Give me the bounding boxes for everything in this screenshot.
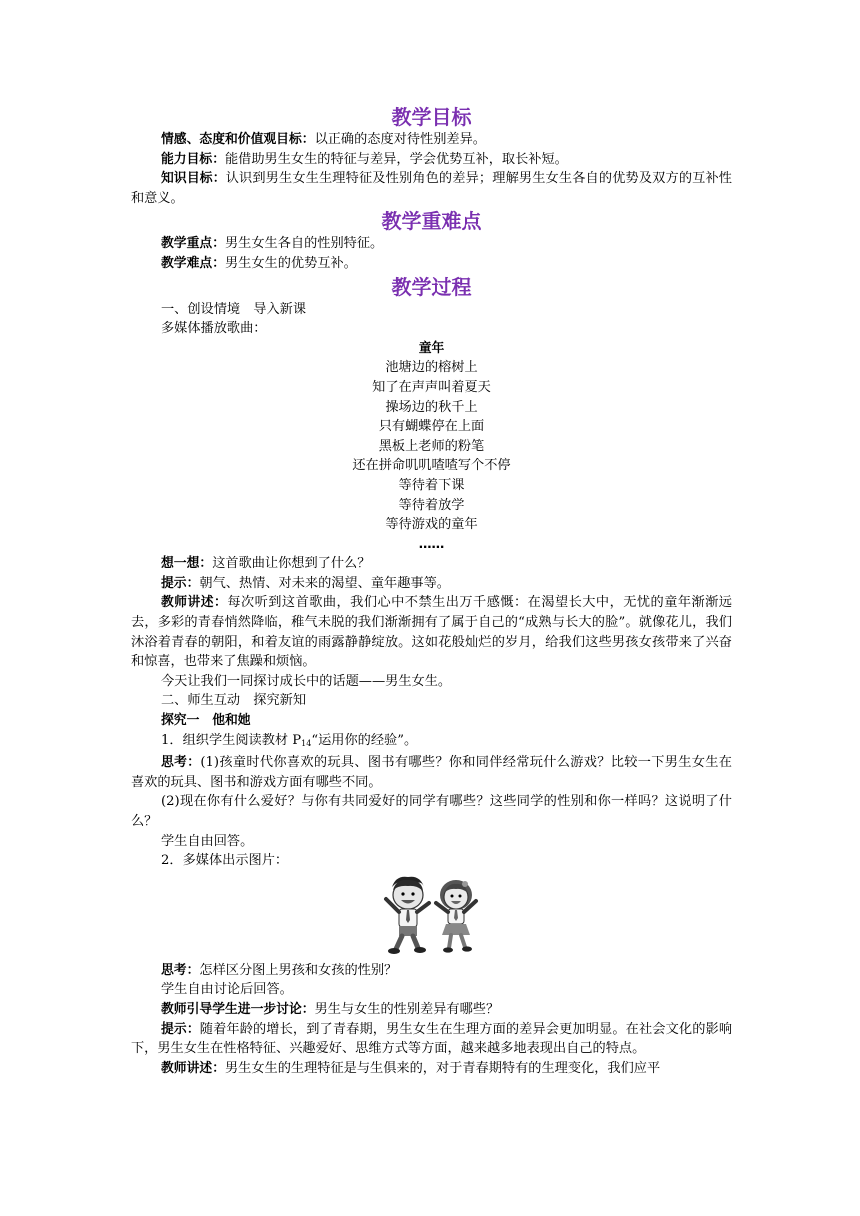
think3-label: 思考：: [161, 962, 200, 978]
knowledge-goal-label: 知识目标：: [161, 171, 226, 187]
girl-figure: [436, 880, 476, 953]
guide-discussion: [131, 1000, 732, 1020]
song-title: 童年: [418, 340, 445, 356]
item1: [131, 731, 732, 754]
song-line: 等待着放学: [398, 497, 465, 513]
document-body: [131, 104, 732, 1078]
difficulty-text: 男生女生的优势互补。: [224, 255, 357, 271]
teacher2-label: 教师讲述：: [161, 1060, 225, 1076]
focus-label: 教学重点：: [161, 236, 225, 252]
boy-girl-image: [372, 873, 492, 957]
think-question-3: [131, 961, 732, 981]
explore1-title: 探究一 他和她: [161, 713, 251, 729]
song-line: 池塘边的榕树上: [385, 360, 478, 376]
key-points-heading: 教学重难点: [381, 209, 482, 234]
think1-label: 想一想：: [161, 556, 213, 572]
item1-text-a: 1．组织学生阅读教材 P: [161, 732, 302, 748]
item2: 2．多媒体出示图片：: [161, 853, 289, 869]
item1-text-b: “运用你的经验”。: [311, 732, 418, 748]
difficulty-label: 教学难点：: [161, 255, 225, 271]
emotion-goal: [131, 130, 732, 150]
today-line: 今天让我们一同探讨成长中的话题——男生女生。: [161, 673, 452, 689]
teacher1-label: 教师讲述：: [161, 595, 228, 611]
step1-title: 一、创设情境 导入新课: [161, 301, 307, 317]
hint-2: [131, 1020, 732, 1059]
think-question-1: [131, 554, 732, 574]
boy-girl-illustration: [131, 873, 732, 957]
focus-point: [131, 234, 732, 254]
emotion-goal-text: 以正确的态度对待性别差异。: [314, 132, 486, 147]
hint1-label: 提示：: [161, 575, 200, 591]
emotion-goal-label: 情感、态度和价值观目标：: [161, 132, 315, 147]
guide-label: 教师引导学生进一步讨论：: [161, 1001, 315, 1017]
teacher-narration-1: [131, 593, 732, 671]
think2-label: 思考：: [161, 755, 201, 771]
think2-text: (1)孩童时代你喜欢的玩具、图书有哪些？你和同伴经常玩什么游戏？比较一下男生女生在喜欢的玩具、图书和游戏方面有哪些不同。: [131, 755, 732, 790]
song-line: 只有蝴蝶停在上面: [378, 419, 485, 435]
discuss-line: 学生自由讨论后回答。: [161, 982, 293, 998]
think3-text: 怎样区分图上男孩和女孩的性别？: [199, 962, 398, 978]
process-heading: 教学过程: [391, 274, 472, 299]
think-question-2: [131, 753, 732, 792]
song-line: 等待着下课: [398, 477, 465, 493]
goals-heading: 教学目标: [391, 105, 472, 129]
hint-1: [131, 574, 732, 594]
boy-figure: [386, 876, 429, 953]
teacher-narration-2: [131, 1059, 732, 1079]
song-line: 黑板上老师的粉笔: [378, 438, 485, 454]
focus-text: 男生女生各自的性别特征。: [224, 236, 384, 252]
hint2-text: 随着年龄的增长，到了青春期，男生女生在生理方面的差异会更加明显。在社会文化的影响下，男生女生在性格特征、兴趣爱好、思维方式等方面，越来越多地表现出自己的特点。: [131, 1021, 733, 1057]
song-line: 还在拼命叽叽喳喳写个不停: [352, 458, 511, 474]
guide-text: 男生与女生的性别差异有哪些？: [314, 1001, 500, 1017]
song-line: 操场边的秋千上: [385, 399, 478, 415]
song-ellipsis: ……: [418, 536, 445, 552]
ability-goal-label: 能力目标：: [161, 151, 225, 167]
teacher2-text: 男生女生的生理特征是与生俱来的，对于青春期特有的生理变化，我们应平: [224, 1060, 661, 1076]
free-answer-line: 学生自由回答。: [161, 833, 254, 849]
play-song-line: 多媒体播放歌曲：: [161, 321, 267, 337]
think-question-2-part2: (2)现在你有什么爱好？与你有共同爱好的同学有哪些？这些同学的性别和你一样吗？这说明了什么？: [131, 794, 732, 829]
difficulty-point: [131, 254, 732, 274]
hint2-label: 提示：: [161, 1021, 200, 1037]
item1-page-subscript: 14: [301, 738, 312, 748]
hint1-text: 朝气、热情、对未来的渴望、童年趣事等。: [199, 575, 450, 591]
ability-goal: [131, 150, 732, 170]
think1-text: 这首歌曲让你想到了什么？: [212, 556, 371, 572]
teacher1-text: 每次听到这首歌曲，我们心中不禁生出万千感慨：在渴望长大中，无忧的童年渐渐远去，多彩的青春悄然降临，稚气未脱的我们渐渐拥有了属于自己的“成熟与长大的脸”。就像花儿，我们沐浴着青春的朝阳，和着友谊的雨露静静绽放。这如花般灿烂的岁月，给我们这些男孩女孩带来了兴奋和惊喜，也带来了焦躁和烦恼。: [131, 595, 732, 670]
song-line: 知了在声声叫着夏天: [372, 379, 491, 395]
knowledge-goal-text: 认识到男生女生生理特征及性别角色的差异；理解男生女生各自的优势及双方的互补性和意义。: [131, 171, 732, 206]
knowledge-goal: [131, 169, 732, 208]
ability-goal-text: 能借助男生女生的特征与差异，学会优势互补，取长补短。: [224, 151, 568, 167]
song-line: 等待游戏的童年: [385, 517, 478, 533]
step2-title: 二、师生互动 探究新知: [161, 693, 307, 709]
